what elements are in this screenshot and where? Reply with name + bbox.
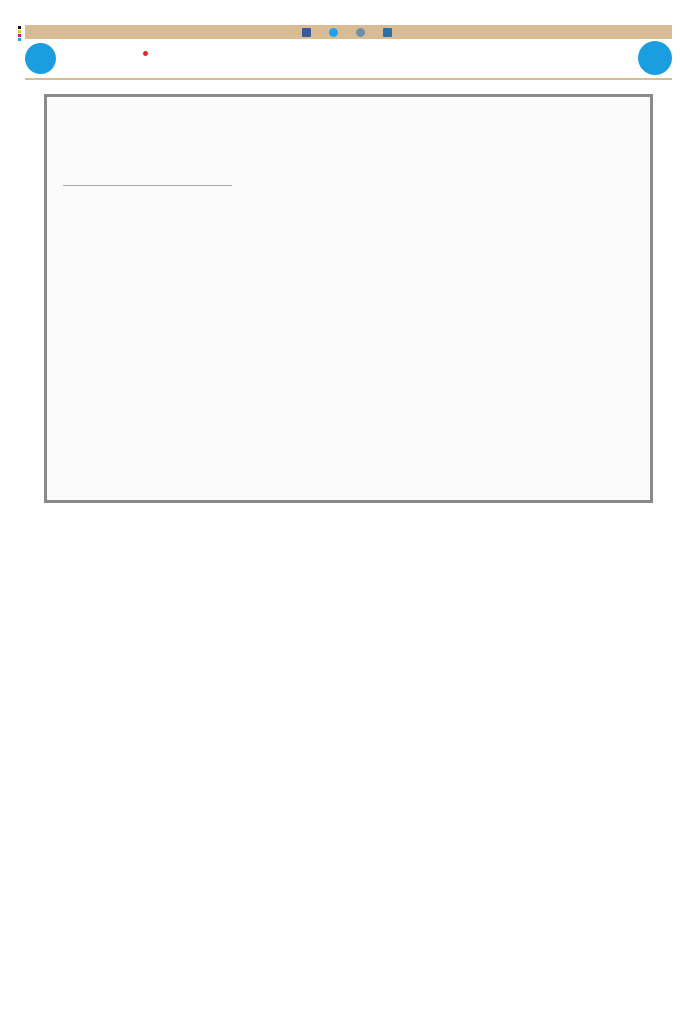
- registration-marks: [18, 26, 22, 40]
- article-column-1: [63, 194, 230, 499]
- masthead: [25, 40, 672, 80]
- facebook-icon: [302, 28, 311, 37]
- logo-dot-icon: [143, 51, 148, 56]
- twitter-icon: [329, 28, 338, 37]
- social-links-bar: [25, 25, 672, 39]
- sports-article: [44, 94, 653, 503]
- facebook-link[interactable]: [302, 28, 315, 37]
- website-link[interactable]: [356, 28, 369, 37]
- gk-logo-icon: [25, 43, 56, 74]
- twitter-link[interactable]: [329, 28, 342, 37]
- epaper-link[interactable]: [383, 28, 396, 37]
- epaper-icon: [383, 28, 392, 37]
- byline: [63, 182, 232, 186]
- page-number: [638, 41, 672, 75]
- globe-icon: [356, 28, 365, 37]
